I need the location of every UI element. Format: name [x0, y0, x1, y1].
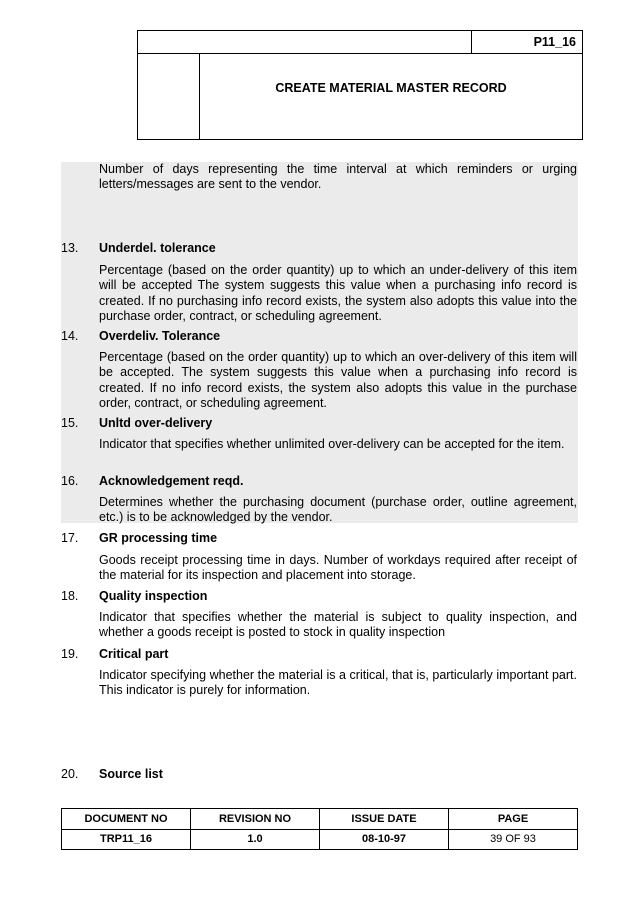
item-number: 13.	[61, 241, 79, 255]
footer-header-revision-no: REVISION NO	[191, 809, 320, 830]
header-divider	[138, 53, 582, 54]
document-header	[137, 30, 583, 140]
item-number: 16.	[61, 474, 79, 488]
item-description: Goods receipt processing time in days. Number of workdays required after receipt of the material for its inspection and placement into storage.	[99, 553, 577, 583]
item-description: Indicator that specifies whether unlimited over-delivery can be accepted for the item.	[99, 437, 565, 451]
header-divider-bottom	[199, 53, 200, 139]
footer-header-row	[62, 809, 578, 830]
item-term: Source list	[99, 767, 163, 781]
footer-header-issue-date: ISSUE DATE	[320, 809, 449, 830]
item-description: Indicator that specifies whether the material is subject to quality inspection, and whether a goods receipt is posted to stock in quality inspection	[99, 610, 577, 640]
item-term: Overdeliv. Tolerance	[99, 329, 221, 343]
footer-page: 39 OF 93	[449, 829, 578, 850]
item-term: GR processing time	[99, 531, 218, 545]
item-number: 19.	[61, 647, 79, 661]
header-divider-top	[471, 31, 472, 53]
item-term: Acknowledgement reqd.	[99, 474, 244, 488]
item-number: 18.	[61, 589, 79, 603]
footer-value-row	[62, 829, 578, 850]
item-description: Indicator specifying whether the material is a critical, that is, particularly important part. This indicator is purely for information.	[99, 668, 577, 698]
footer-issue-date: 08-10-97	[320, 829, 449, 850]
item-term: Quality inspection	[99, 589, 208, 603]
item-number: 20.	[61, 767, 79, 781]
item-description: Determines whether the purchasing document (purchase order, outline agreement, etc.) is to be acknowledged by the vendor.	[99, 495, 577, 525]
item-term: Unltd over-delivery	[99, 416, 213, 430]
footer-header-document-no: DOCUMENT NO	[62, 809, 191, 830]
intro-paragraph: Number of days representing the time interval at which reminders or urging letters/messages are sent to the vendor.	[99, 162, 577, 192]
item-number: 15.	[61, 416, 79, 430]
document-footer-table	[61, 808, 578, 850]
document-code: P11_16	[533, 35, 576, 49]
item-description: Percentage (based on the order quantity) up to which an under-delivery of this item will be accepted The system suggests this value when a purchasing info record is created. If no purchasing info record exists, the system also adopts this value into the purchase order, contract, or scheduling agreement.	[99, 263, 577, 323]
item-number: 14.	[61, 329, 79, 343]
item-description: Percentage (based on the order quantity) up to which an over-delivery of this item will be accepted. The system suggests this value when a purchasing info record is created. If no info record exists, the system also adopts this value in the purchase order, contract, or scheduling agreement.	[99, 350, 577, 410]
footer-revision-no: 1.0	[191, 829, 320, 850]
footer-header-page: PAGE	[449, 809, 578, 830]
item-number: 17.	[61, 531, 79, 545]
document-title: CREATE MATERIAL MASTER RECORD	[275, 81, 507, 95]
item-term: Underdel. tolerance	[99, 241, 216, 255]
footer-document-no: TRP11_16	[62, 829, 191, 850]
item-term: Critical part	[99, 647, 169, 661]
